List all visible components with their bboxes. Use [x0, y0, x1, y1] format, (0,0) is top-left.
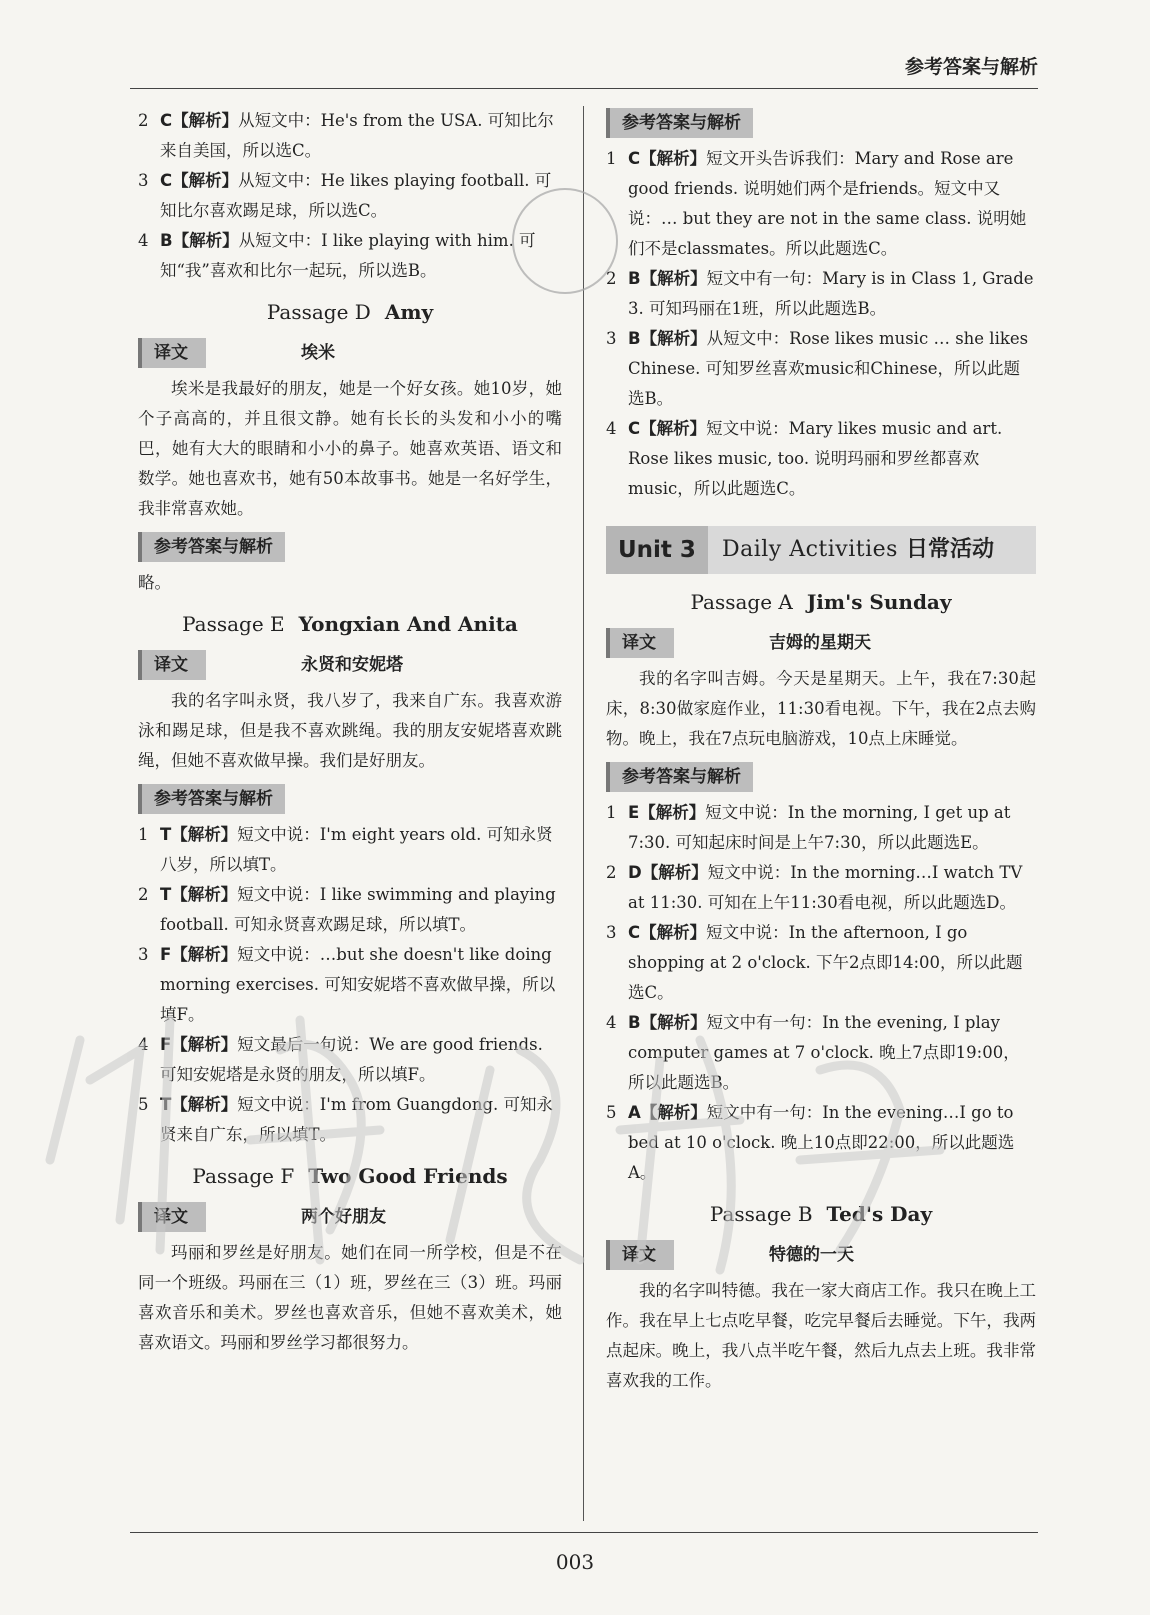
- translation-text: 埃米是我最好的朋友，她是一个好女孩。她10岁，她个子高高的，并且很文静。她有长长的头发和小小的嘴巴，她有大大的眼睛和小小的鼻子。她喜欢英语、语文和数学。她也喜欢书，她有50本故事书。她是一名好学生，我非常喜欢她。: [138, 379, 562, 518]
- page-number: 003: [555, 1550, 595, 1574]
- translation-label-row: [138, 336, 562, 370]
- answer-label: 参考答案与解析: [138, 784, 285, 814]
- answer-item: 3 C【解析】从短文中：He likes playing football. 可知比尔喜欢踢足球，所以选C。: [138, 171, 552, 220]
- answer-item: 3 F【解析】短文中说：…but she doesn't like doing morning exercises. 可知安妮塔不喜欢做早操，所以填F。: [138, 945, 556, 1024]
- left-column: [138, 106, 562, 1358]
- translation-label-row: [138, 1200, 562, 1234]
- answer-item: 4 C【解析】短文中说：Mary likes music and art. Rose likes music, too. 说明玛丽和罗丝都喜欢music，所以此题选C。: [606, 419, 1003, 498]
- translation-label: 译文: [138, 650, 206, 680]
- translation-text: 我的名字叫吉姆。今天是星期天。上午，我在7:30起床，8:30做家庭作业，11:30看电视。下午，我在2点去购物。晚上，我在7点玩电脑游戏，10点上床睡觉。: [606, 669, 1036, 748]
- unit-title: Daily Activities: [721, 537, 898, 562]
- right-column: [606, 106, 1036, 1396]
- translation-subtitle: 两个好朋友: [301, 1207, 386, 1227]
- answer-item: 4 F【解析】短文最后一句说：We are good friends. 可知安妮塔是永贤的朋友，所以填F。: [138, 1035, 543, 1084]
- unit-title-cn: 日常活动: [905, 537, 994, 562]
- translation-text: 我的名字叫特德。我在一家大商店工作。我只在晚上工作。我在早上七点吃早餐，吃完早餐后去睡觉。下午，我两点起床。晚上，我八点半吃午餐，然后九点去上班。我非常喜欢我的工作。: [606, 1281, 1036, 1390]
- answer-list-passage-a: [606, 798, 1036, 1188]
- translation-label-row: [606, 1238, 1036, 1272]
- answer-item: 4 B【解析】从短文中：I like playing with him. 可知“我”喜欢和比尔一起玩，所以选B。: [138, 231, 536, 280]
- translation-subtitle: 吉姆的星期天: [769, 633, 871, 653]
- column-divider: [583, 106, 584, 1521]
- translation-label: 译文: [138, 338, 206, 368]
- answer-item: 2 D【解析】短文中说：In the morning…I watch TV at 11:30. 可知在上午11:30看电视，所以此题选D。: [606, 863, 1023, 912]
- answer-text: 略。: [138, 573, 171, 592]
- unit-banner: [606, 526, 1036, 574]
- answer-item: 1 T【解析】短文中说：I'm eight years old. 可知永贤八岁，所以填T。: [138, 825, 553, 874]
- answer-item: 1 C【解析】短文开头告诉我们：Mary and Rose are good friends. 说明她们两个是friends。短文中又说：… but they are not in the same class. 说明她们不是classmates。所以此题选C。: [606, 149, 1027, 258]
- answer-label-row: [138, 782, 562, 816]
- passage-f-title: Passage F Two Good Friends: [192, 1164, 508, 1188]
- answer-label: 参考答案与解析: [138, 532, 285, 562]
- answer-item: 1 E【解析】短文中说：In the morning, I get up at 7:30. 可知起床时间是上午7:30，所以此题选E。: [606, 803, 1011, 852]
- translation-subtitle: 埃米: [301, 343, 335, 363]
- passage-a-title: Passage A Jim's Sunday: [690, 590, 952, 614]
- answer-list-passage-c: [138, 106, 562, 286]
- translation-label-row: [138, 648, 562, 682]
- answer-item: 2 B【解析】短文中有一句：Mary is in Class 1, Grade 3. 可知玛丽在1班，所以此题选B。: [606, 269, 1034, 318]
- answer-label-row: [606, 106, 1036, 140]
- answer-label-row: [606, 760, 1036, 794]
- translation-subtitle: 特德的一天: [769, 1245, 854, 1265]
- answer-item: 5 A【解析】短文中有一句：In the evening…I go to bed at 10 o'clock. 晚上10点即22:00，所以此题选A。: [606, 1103, 1015, 1182]
- footer-rule: [130, 1532, 1038, 1533]
- answer-label-row: [138, 530, 562, 564]
- answer-item: 4 B【解析】短文中有一句：In the evening, I play computer games at 7 o'clock. 晚上7点即19:00，所以此题选B。: [606, 1013, 1020, 1092]
- translation-label: 译文: [606, 628, 674, 658]
- answer-item: 5 T【解析】短文中说：I'm from Guangdong. 可知永贤来自广东，所以填T。: [138, 1095, 554, 1144]
- translation-subtitle: 永贤和安妮塔: [301, 655, 403, 675]
- unit-number: Unit 3: [606, 526, 708, 574]
- translation-label: 译文: [138, 1202, 206, 1232]
- answer-label: 参考答案与解析: [606, 762, 753, 792]
- answer-item: 2 T【解析】短文中说：I like swimming and playing football. 可知永贤喜欢踢足球，所以填T。: [138, 885, 556, 934]
- answer-list-passage-f: [606, 144, 1036, 504]
- answer-item: 2 C【解析】从短文中：He's from the USA. 可知比尔来自美国，所以选C。: [138, 111, 554, 160]
- header-rule: [130, 88, 1038, 89]
- answer-label: 参考答案与解析: [606, 108, 753, 138]
- translation-text: 我的名字叫永贤，我八岁了，我来自广东。我喜欢游泳和踢足球，但是我不喜欢跳绳。我的朋友安妮塔喜欢跳绳，但她不喜欢做早操。我们是好朋友。: [138, 691, 562, 770]
- translation-label: 译文: [606, 1240, 674, 1270]
- passage-d-title: Passage D Amy: [266, 300, 434, 324]
- translation-label-row: [606, 626, 1036, 660]
- passage-e-title: Passage E Yongxian And Anita: [182, 612, 518, 636]
- translation-text: 玛丽和罗丝是好朋友。她们在同一所学校，但是不在同一个班级。玛丽在三（1）班，罗丝在三（3）班。玛丽喜欢音乐和美术。罗丝也喜欢音乐，但她不喜欢美术，她喜欢语文。玛丽和罗丝学习都很努力。: [138, 1243, 562, 1352]
- passage-b-title: Passage B Ted's Day: [709, 1202, 933, 1226]
- answer-item: 3 B【解析】从短文中：Rose likes music … she likes Chinese. 可知罗丝喜欢music和Chinese，所以此题选B。: [606, 329, 1029, 408]
- answer-item: 3 C【解析】短文中说：In the afternoon, I go shopping at 2 o'clock. 下午2点即14:00，所以此题选C。: [606, 923, 1023, 1002]
- page-header-title: 参考答案与解析: [904, 56, 1038, 78]
- answer-list-passage-e: [138, 820, 562, 1150]
